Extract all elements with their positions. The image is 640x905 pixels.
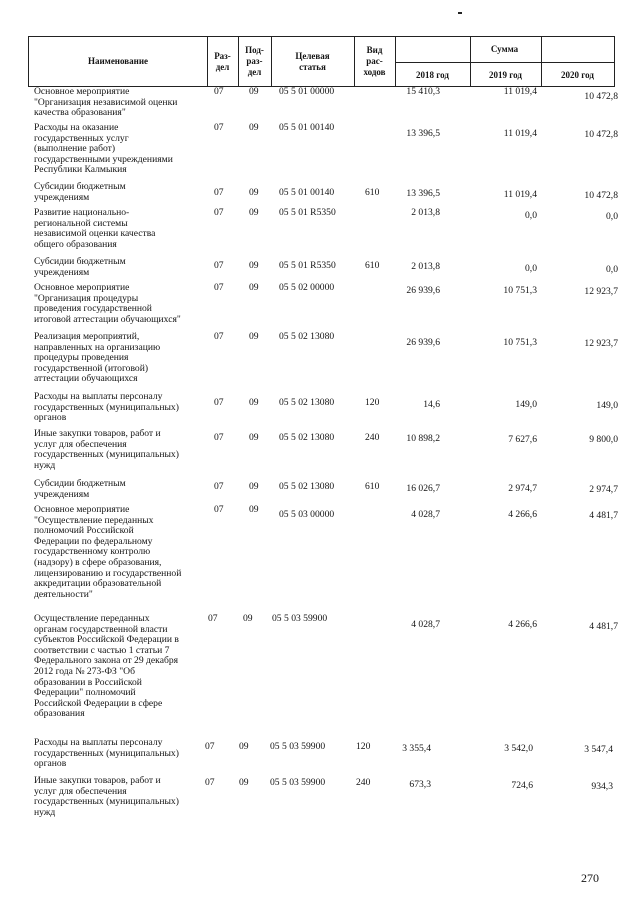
row-sum-2020: 10 472,8: [584, 91, 618, 102]
row-sum-2020: 934,3: [591, 781, 613, 792]
header-name: Наименование: [88, 56, 148, 66]
row-podrazdel: 09: [249, 504, 259, 515]
row-razdel: 07: [214, 260, 224, 271]
row-razdel: 07: [214, 282, 224, 293]
header-podrazdel: Под- раз- дел: [245, 45, 264, 77]
row-target-article: 05 5 03 00000: [279, 509, 335, 520]
row-sum-2019: 0,0: [525, 263, 537, 274]
row-razdel: 07: [205, 777, 215, 788]
row-target-article: 05 5 02 00000: [279, 282, 335, 293]
row-sum-2020: 2 974,7: [589, 484, 618, 495]
row-razdel: 07: [214, 122, 224, 133]
row-sum-2018: 10 898,2: [406, 433, 440, 444]
row-sum-2018: 4 028,7: [411, 509, 440, 520]
row-sum-2019: 4 266,6: [508, 509, 537, 520]
row-name: Иные закупки товаров, работ и услуг для обеспечения государственных (муниципальных) нужд: [34, 428, 179, 471]
header-year-2019: 2019 год: [489, 69, 522, 80]
row-razdel: 07: [214, 187, 224, 198]
row-sum-2019: 10 751,3: [503, 337, 537, 348]
row-razdel: 07: [214, 397, 224, 408]
row-target-article: 05 5 02 13080: [279, 481, 335, 492]
row-target-article: 05 5 01 R5350: [279, 260, 336, 271]
row-target-article: 05 5 01 00000: [279, 86, 335, 97]
header-year-2020: 2020 год: [561, 69, 594, 80]
row-sum-2020: 10 472,8: [584, 190, 618, 201]
row-sum-2020: 12 923,7: [584, 338, 618, 349]
row-name: Расходы на выплаты персоналу государственных (муниципальных) органов: [34, 737, 179, 770]
row-razdel: 07: [205, 741, 215, 752]
row-sum-2019: 11 019,4: [503, 189, 537, 200]
row-name: Субсидии бюджетным учреждениям: [34, 478, 126, 500]
row-expense-type: 240: [365, 432, 380, 443]
row-target-article: 05 5 03 59900: [272, 613, 328, 624]
row-sum-2018: 2 013,8: [411, 207, 440, 218]
row-sum-2019: 3 542,0: [504, 743, 533, 754]
row-sum-2018: 14,6: [423, 399, 440, 410]
row-razdel: 07: [208, 613, 218, 624]
row-podrazdel: 09: [249, 282, 259, 293]
row-sum-2020: 10 472,8: [584, 129, 618, 140]
scan-mark: [458, 12, 462, 14]
row-sum-2020: 9 800,0: [589, 434, 618, 445]
row-target-article: 05 5 02 13080: [279, 331, 335, 342]
header-summa: Сумма: [490, 44, 519, 54]
row-name: Реализация мероприятий, направленных на организацию процедуры проведения государственной (итоговой) аттестации обучающихся: [34, 331, 161, 385]
row-sum-2019: 11 019,4: [503, 86, 537, 97]
row-expense-type: 120: [365, 397, 380, 408]
row-razdel: 07: [214, 504, 224, 515]
row-podrazdel: 09: [249, 481, 259, 492]
row-name: Субсидии бюджетным учреждениям: [34, 181, 126, 203]
row-target-article: 05 5 01 R5350: [279, 207, 336, 218]
header-razdel: Раз- дел: [214, 50, 231, 72]
row-target-article: 05 5 02 13080: [279, 397, 335, 408]
header-expense-type: Вид рас- ходов: [363, 45, 386, 77]
row-sum-2019: 10 751,3: [503, 285, 537, 296]
row-name: Основное мероприятие "Осуществление переданных полномочий Российской Федерации по федеральному государственному контролю (надзору) в сфере образования, лицензированию и государственной аккредитации образовательной деятельности": [34, 504, 182, 600]
row-razdel: 07: [214, 207, 224, 218]
row-sum-2019: 4 266,6: [508, 619, 537, 630]
row-sum-2020: 4 481,7: [589, 510, 618, 521]
row-podrazdel: 09: [249, 331, 259, 342]
row-podrazdel: 09: [249, 122, 259, 133]
row-razdel: 07: [214, 86, 224, 97]
row-sum-2019: 7 627,6: [508, 434, 537, 445]
row-sum-2018: 16 026,7: [406, 483, 440, 494]
row-name: Иные закупки товаров, работ и услуг для обеспечения государственных (муниципальных) нужд: [34, 775, 179, 818]
row-target-article: 05 5 02 13080: [279, 432, 335, 443]
row-name: Субсидии бюджетным учреждениям: [34, 256, 126, 278]
row-sum-2018: 673,3: [409, 779, 431, 790]
row-podrazdel: 09: [249, 207, 259, 218]
table-header: [28, 36, 615, 87]
header-year-2018: 2018 год: [416, 69, 449, 80]
row-sum-2018: 15 410,3: [406, 86, 440, 97]
row-podrazdel: 09: [239, 741, 249, 752]
row-sum-2018: 26 939,6: [406, 285, 440, 296]
row-podrazdel: 09: [249, 187, 259, 198]
row-sum-2018: 3 355,4: [402, 743, 431, 754]
row-expense-type: 610: [365, 187, 380, 198]
row-podrazdel: 09: [239, 777, 249, 788]
row-sum-2019: 0,0: [525, 210, 537, 221]
row-sum-2018: 13 396,5: [406, 188, 440, 199]
row-sum-2020: 149,0: [596, 400, 618, 411]
row-target-article: 05 5 01 00140: [279, 122, 335, 133]
row-expense-type: 240: [356, 777, 371, 788]
row-target-article: 05 5 03 59900: [270, 741, 326, 752]
row-sum-2019: 11 019,4: [503, 128, 537, 139]
row-sum-2018: 26 939,6: [406, 337, 440, 348]
row-target-article: 05 5 01 00140: [279, 187, 335, 198]
row-podrazdel: 09: [243, 613, 253, 624]
row-sum-2018: 13 396,5: [406, 128, 440, 139]
row-sum-2019: 724,6: [511, 780, 533, 791]
row-sum-2020: 12 923,7: [584, 286, 618, 297]
row-sum-2018: 4 028,7: [411, 619, 440, 630]
row-name: Основное мероприятие "Организация независимой оценки качества образования": [34, 86, 178, 119]
row-sum-2019: 149,0: [515, 399, 537, 410]
row-podrazdel: 09: [249, 397, 259, 408]
row-podrazdel: 09: [249, 260, 259, 271]
row-sum-2020: 4 481,7: [589, 621, 618, 632]
row-name: Осуществление переданных органам государственной власти субъектов Российской Федерации в соответствии с частью 1 статьи 7 Федерального закона от 29 декабря 2012 года № 273-ФЗ "Об образовании в Российской Федерации" полномочий Российской Федерации в сфере образования: [34, 613, 179, 720]
row-sum-2018: 2 013,8: [411, 261, 440, 272]
row-podrazdel: 09: [249, 86, 259, 97]
row-target-article: 05 5 03 59900: [270, 777, 326, 788]
row-sum-2020: 0,0: [606, 211, 618, 222]
header-target-article: Целевая статья: [295, 50, 330, 72]
row-razdel: 07: [214, 481, 224, 492]
row-sum-2020: 0,0: [606, 264, 618, 275]
row-name: Развитие национально- региональной системы независимой оценки качества общего образования: [34, 207, 156, 250]
row-expense-type: 120: [356, 741, 371, 752]
row-name: Расходы на выплаты персоналу государственных (муниципальных) органов: [34, 391, 179, 424]
row-razdel: 07: [214, 432, 224, 443]
row-name: Расходы на оказание государственных услуг (выполнение работ) государственными учреждениями Республики Калмыкия: [34, 122, 173, 176]
page-number: 270: [581, 871, 599, 885]
row-podrazdel: 09: [249, 432, 259, 443]
row-expense-type: 610: [365, 260, 380, 271]
row-sum-2019: 2 974,7: [508, 483, 537, 494]
row-razdel: 07: [214, 331, 224, 342]
row-name: Основное мероприятие "Организация процедуры проведения государственной итоговой аттестации обучающихся": [34, 282, 181, 325]
row-sum-2020: 3 547,4: [584, 744, 613, 755]
row-expense-type: 610: [365, 481, 380, 492]
